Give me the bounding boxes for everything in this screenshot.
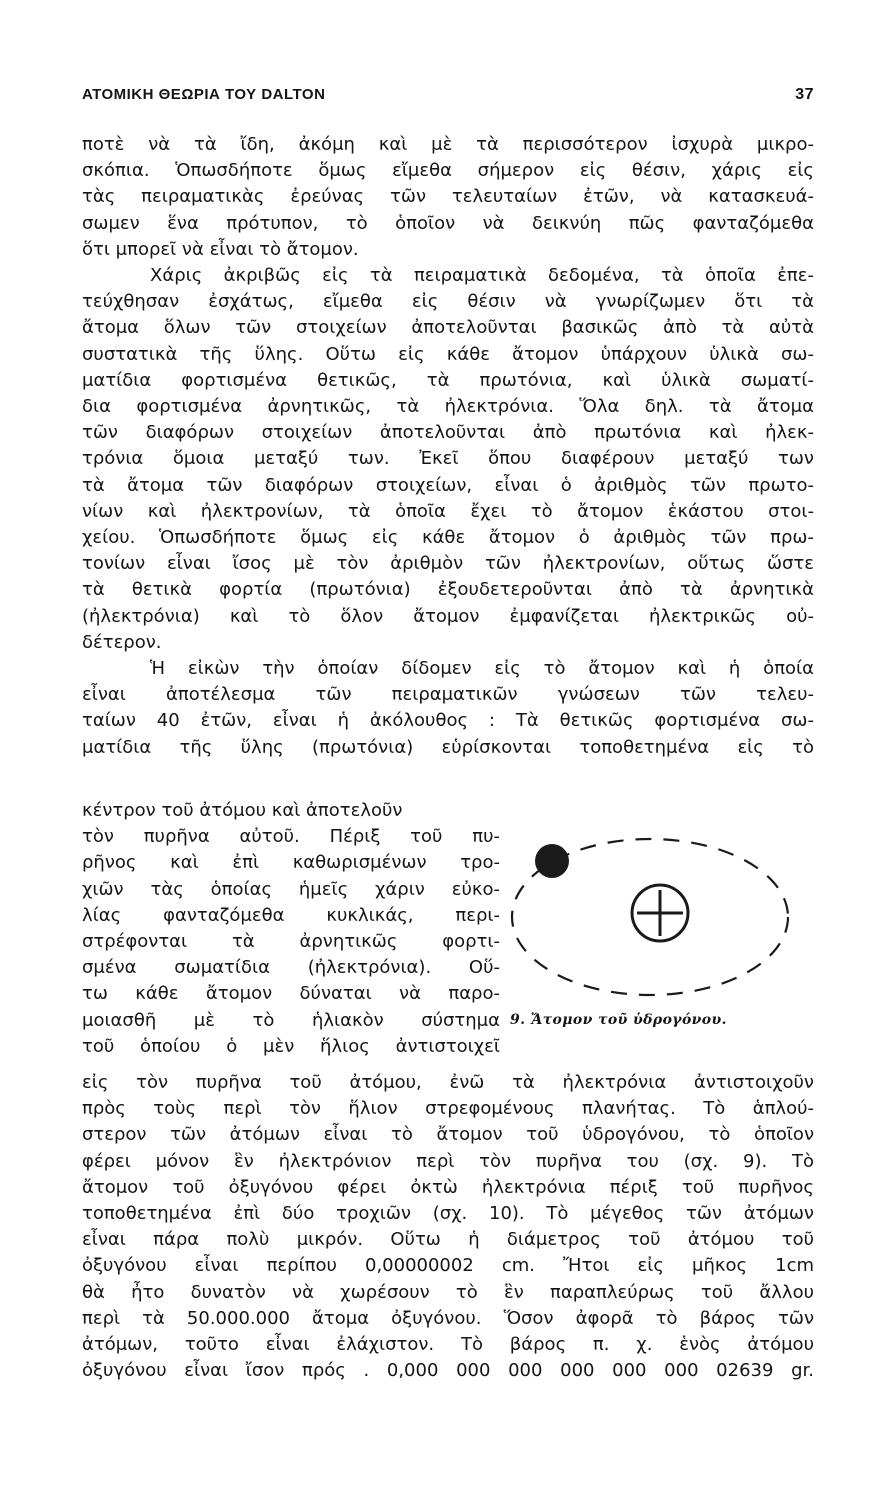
- text-line: σωμεν ἕνα πρότυπον, τὸ ὁποῖον νὰ δεικνύη πῶς φανταζόμεθα: [82, 212, 814, 234]
- text-line: εἰς τὸν πυρῆνα τοῦ ἀτόμου, ἐνῶ τὰ ἠλεκτρόνια ἀντιστοιχοῦν: [82, 1072, 814, 1093]
- text-line: τὰ θετικὰ φορτία (πρωτόνια) ἐξουδετεροῦνται ἀπὸ τὰ ἀρνητικὰ: [82, 579, 814, 601]
- body-text-top: [82, 132, 814, 761]
- text-line: χιῶν τὰς ὁποίας ἡμεῖς χάριν εὐκο-: [82, 878, 500, 900]
- text-line: δέτερον.: [82, 631, 162, 653]
- text-line: σκόπια. Ὁπωσδήποτε ὅμως εἴμεθα σήμερον εἰς θέσιν, χάρις εἰς: [82, 160, 814, 182]
- text-line: εἶναι ἀποτέλεσμα τῶν πειραματικῶν γνώσεων τῶν τελευ-: [82, 684, 814, 706]
- text-line: φέρει μόνον ἓν ἠλεκτρόνιον περὶ τὸν πυρῆνα του (σχ. 9). Τὸ: [82, 1150, 814, 1172]
- text-line: συστατικὰ τῆς ὕλης. Οὕτω εἰς κάθε ἄτομον ὑπάρχουν ὑλικὰ σω-: [82, 343, 814, 365]
- text-line: θὰ ἦτο δυνατὸν νὰ χωρέσουν τὸ ἓν παραπλεύρως τοῦ ἄλλου: [82, 1281, 814, 1303]
- text-line: ρῆνος καὶ ἐπὶ καθωρισμένων τρο-: [82, 852, 500, 874]
- text-line: πρὸς τοὺς περὶ τὸν ἥλιον στρεφομένους πλανήτας. Τὸ ἁπλού-: [82, 1098, 814, 1120]
- text-line: κέντρον τοῦ ἀτόμου καὶ ἀποτελοῦν: [82, 800, 403, 821]
- text-line: ὀξυγόνου εἶναι περίπου 0,00000002 cm. Ἤτοι εἰς μῆκος 1cm: [82, 1255, 814, 1277]
- text-line: τεύχθησαν ἐσχάτως, εἴμεθα εἰς θέσιν νὰ γνωρίζωμεν ὅτι τὰ: [82, 291, 814, 313]
- text-line: τοποθετημένα ἐπὶ δύο τροχιῶν (σχ. 10). Τὸ μέγεθος τῶν ἀτόμων: [82, 1203, 814, 1225]
- text-line: (ἠλεκτρόνια) καὶ τὸ ὅλον ἄτομον ἐμφανίζεται ἠλεκτρικῶς οὐ-: [82, 605, 814, 627]
- body-text-wrapped: [82, 798, 500, 1060]
- text-line: χείου. Ὁπωσδήποτε ὅμως εἰς κάθε ἄτομον ὁ ἀριθμὸς τῶν πρω-: [82, 527, 814, 549]
- text-line: τω κάθε ἄτομον δύναται νὰ παρο-: [82, 983, 500, 1005]
- text-line: εἶναι πάρα πολὺ μικρόν. Οὕτω ἡ διάμετρος τοῦ ἀτόμου τοῦ: [82, 1229, 814, 1251]
- text-line: τῶν διαφόρων στοιχείων ἀποτελοῦνται ἀπὸ πρωτόνια καὶ ἠλεκ-: [82, 422, 814, 444]
- text-line: τοῦ ὁποίου ὁ μὲν ἥλιος ἀντιστοιχεῖ: [82, 1035, 500, 1057]
- text-line: περὶ τὰ 50.000.000 ἄτομα ὀξυγόνου. Ὅσον ἀφορᾶ τὸ βάρος τῶν: [82, 1307, 814, 1329]
- text-line: τρόνια ὅμοια μεταξύ των. Ἐκεῖ ὅπου διαφέρουν μεταξύ των: [82, 448, 814, 470]
- text-line: Ἡ εἰκὼν τὴν ὁποίαν δίδομεν εἰς τὸ ἄτομον καὶ ἡ ὁποία: [150, 658, 814, 680]
- page-number: 37: [795, 86, 814, 103]
- text-line: ἀτόμων, τοῦτο εἶναι ἐλάχιστον. Τὸ βάρος π. χ. ἑνὸς ἀτόμου: [82, 1334, 814, 1356]
- text-line: ποτὲ νὰ τὰ ἴδη, ἀκόμη καὶ μὲ τὰ περισσότερον ἰσχυρὰ μικρο-: [82, 134, 814, 155]
- running-title: ΑΤΟΜΙΚΗ ΘΕΩΡΙΑ ΤΟΥ DALTON: [82, 86, 326, 103]
- hydrogen-atom-figure: [500, 820, 810, 1030]
- text-line: ἄτομα ὅλων τῶν στοιχείων ἀποτελοῦνται βασικῶς ἀπὸ τὰ αὐτὰ: [82, 317, 814, 339]
- text-line: ἄτομον τοῦ ὀξυγόνου φέρει ὀκτὼ ἠλεκτρόνια πέριξ τοῦ πυρῆνος: [82, 1176, 814, 1198]
- text-line: ὅτι μπορεῖ νὰ εἶναι τὸ ἄτομον.: [82, 238, 359, 260]
- text-line: τὰ ἄτομα τῶν διαφόρων στοιχείων, εἶναι ὁ ἀριθμὸς τῶν πρωτο-: [82, 474, 814, 496]
- text-line: τὰς πειραματικὰς ἐρεύνας τῶν τελευταίων ἐτῶν, νὰ κατασκευά-: [82, 186, 814, 208]
- text-line: νίων καὶ ἠλεκτρονίων, τὰ ὁποῖα ἔχει τὸ ἄτομον ἑκάστου στοι-: [82, 500, 814, 522]
- text-line: λίας φανταζόμεθα κυκλικάς, περι-: [82, 904, 500, 926]
- text-line: τονίων εἶναι ἴσος μὲ τὸν ἀριθμὸν τῶν ἠλεκτρονίων, οὕτως ὥστε: [82, 553, 814, 575]
- text-line: στρέφονται τὰ ἀρνητικῶς φορτι-: [82, 931, 500, 953]
- text-line: μοιασθῆ μὲ τὸ ἡλιακὸν σύστημα: [82, 1009, 500, 1031]
- text-line: τὸν πυρῆνα αὐτοῦ. Πέριξ τοῦ πυ-: [82, 826, 500, 848]
- text-line: Χάρις ἀκριβῶς εἰς τὰ πειραματικὰ δεδομένα, τὰ ὁποῖα ἐπε-: [150, 265, 814, 287]
- text-line: ταίων 40 ἐτῶν, εἶναι ἡ ἀκόλουθος : Τὰ θετικῶς φορτισμένα σω-: [82, 710, 814, 732]
- text-line: στερον τῶν ἀτόμων εἶναι τὸ ἄτομον τοῦ ὑδρογόνου, τὸ ὁποῖον: [82, 1124, 814, 1146]
- text-line: ματίδια φορτισμένα θετικῶς, τὰ πρωτόνια, καὶ ὑλικὰ σωματί-: [82, 369, 814, 391]
- text-line: ματίδια τῆς ὕλης (πρωτόνια) εὑρίσκονται τοποθετημένα εἰς τὸ: [82, 736, 814, 758]
- figure-caption: 9. Ἄτομον τοῦ ὑδρογόνου.: [510, 1012, 727, 1028]
- running-header: [82, 86, 814, 103]
- text-line: δια φορτισμένα ἀρνητικῶς, τὰ ἠλεκτρόνια. Ὅλα δηλ. τὰ ἄτομα: [82, 396, 814, 418]
- text-line: ὀξυγόνου εἶναι ἴσον πρός . 0,000 000 000 000 000 000 02639 gr.: [82, 1360, 814, 1382]
- body-text-bottom: [82, 1070, 814, 1384]
- text-line: σμένα σωματίδια (ἠλεκτρόνια). Οὕ-: [82, 957, 500, 979]
- electron-dot: [535, 844, 569, 878]
